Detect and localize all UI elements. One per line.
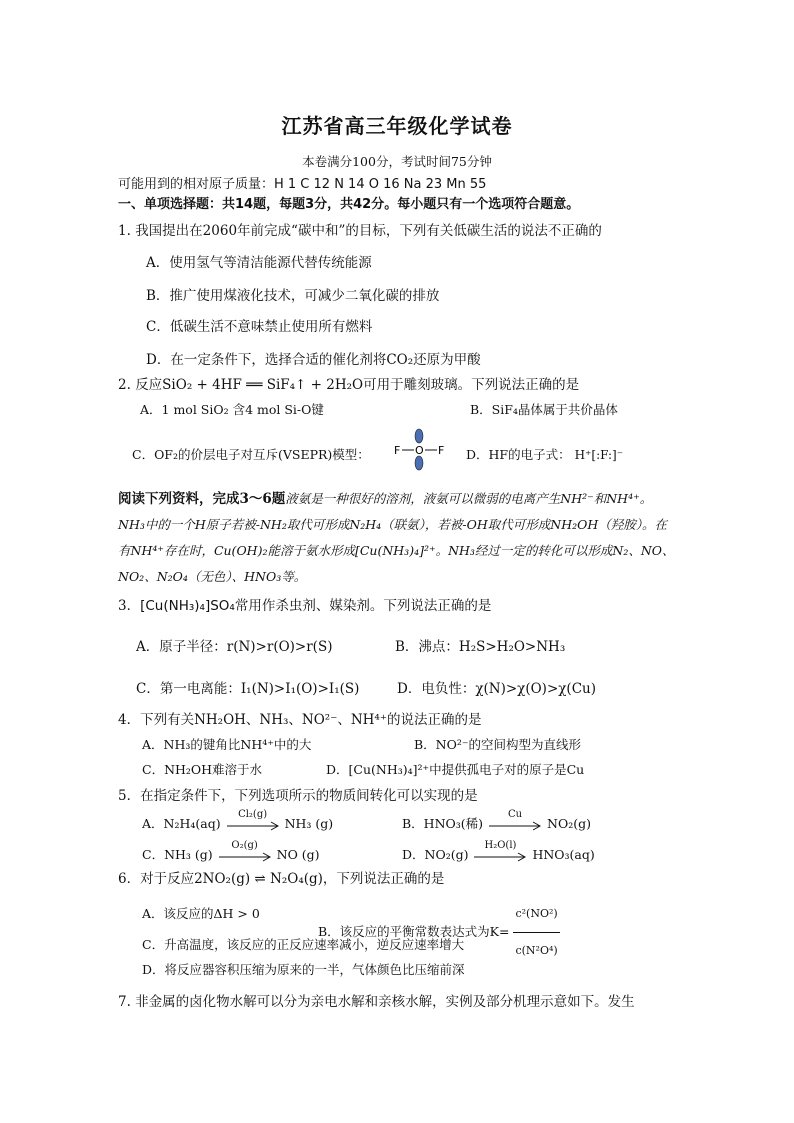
question-6-stem: 6．对于反应2NO₂(g) ⇌ N₂O₄(g)，下列说法正确的是 [118, 871, 445, 887]
svg-text:F: F [438, 444, 445, 457]
q2-option-c: C．OF₂的价层电子对互斥(VSEPR)模型： [132, 447, 370, 462]
q5-option-a: A．N₂H₄(aq) Cl₂(g) NH₃ (g) [142, 815, 333, 834]
q3-option-b: B．沸点：H₂S>H₂O>NH₃ [395, 639, 566, 655]
q6-option-d: D．将反应器容积压缩为原来的一半，气体颜色比压缩前深 [142, 962, 465, 977]
q2-option-a: A．1 mol SiO₂ 含4 mol Si-O键 [140, 402, 324, 417]
reaction-arrow-icon: Cl₂(g) [225, 816, 281, 834]
q1-option-d: D．在一定条件下，选择合适的催化剂将CO₂还原为甲酸 [146, 352, 481, 368]
equilibrium-fraction: $\frac{\text{c²(NO²)}}{\text{c(N²O⁴)}}$ [513, 896, 559, 969]
q1-option-b: B．推广使用煤液化技术，可减少二氧化碳的排放 [146, 288, 440, 304]
q4-option-b: B．NO²⁻的空间构型为直线形 [414, 737, 581, 752]
q4-option-a: A．NH₃的键角比NH⁴⁺中的大 [142, 737, 312, 752]
question-1-stem: 1. 我国提出在2060年前完成“碳中和”的目标，下列有关低碳生活的说法不正确的 [118, 223, 602, 239]
q2-option-b: B．SiF₄晶体属于共价晶体 [470, 402, 618, 417]
question-5-stem: 5．在指定条件下，下列选项所示的物质间转化可以实现的是 [118, 788, 478, 804]
reading-passage: 阅读下列资料，完成3～6题液氨是一种很好的溶剂，液氨可以微弱的电离产生NH²⁻和NH⁴⁺。NH₃中的一个H原子若被-NH₂取代可形成N₂H₄（联氨），若被-OH取代可形成NH₂OH（羟胺）。在有NH⁴⁺存在时，Cu(OH)₂能溶于氨水形成[Cu(NH₃)₄]²⁺。NH₃经过一定的转化可以形成N₂、NO、NO₂、N₂O₄（无色）、HNO₃等。 [118, 491, 675, 584]
q4-option-d: D．[Cu(NH₃)₄]²⁺中提供孤电子对的原子是Cu [326, 762, 585, 777]
q6-option-a: A．该反应的ΔH > 0 [142, 906, 260, 921]
svg-text:O: O [415, 444, 424, 457]
reaction-arrow-icon: O₂(g) [217, 847, 273, 865]
svg-text:F: F [394, 444, 401, 457]
q5-option-b: B．HNO₃(稀) Cu NO₂(g) [402, 815, 591, 834]
q6-option-b: B．该反应的平衡常数表达式为K= $\frac{\text{c²(NO²)}}{\text{c(N²O⁴)}}$ [318, 896, 560, 969]
q4-option-c: C．NH₂OH难溶于水 [142, 762, 263, 777]
q2-option-d: D．HF的电子式： H⁺[:F:]⁻ [466, 447, 624, 462]
q1-option-a: A．使用氢气等清洁能源代替传统能源 [146, 255, 372, 271]
hf-electron-formula: H⁺[:F:]⁻ [574, 448, 624, 462]
reaction-arrow-icon: Cu [487, 816, 543, 834]
q1-option-c: C．低碳生活不意味禁止使用所有燃料 [146, 319, 373, 335]
q6-option-c: C．升高温度，该反应的正反应速率减小，逆反应速率增大 [142, 937, 465, 952]
page-title: 江苏省高三年级化学试卷 [281, 114, 513, 138]
question-3-stem: 3．[Cu(NH₃)₄]SO₄常用作杀虫剂、媒染剂。下列说法正确的是 [118, 598, 492, 614]
q3-option-a: A．原子半径：r(N)>r(O)>r(S) [136, 639, 333, 655]
q3-option-d: D．电负性：χ(N)>χ(O)>χ(Cu) [397, 681, 596, 697]
q5-option-d: D．NO₂(g) H₂O(l) HNO₃(aq) [402, 846, 595, 865]
question-2-stem: 2. 反应SiO₂ + 4HF ══ SiF₄↑ + 2H₂O可用于雕刻玻璃。下列说法正确的是 [118, 377, 580, 393]
q5-option-c: C．NH₃ (g) O₂(g) NO (g) [142, 846, 320, 865]
vsepr-model-diagram [392, 428, 446, 476]
q3-option-c: C．第一电离能：I₁(N)>I₁(O)>I₁(S) [136, 681, 360, 697]
atomic-masses: 可能用到的相对原子质量：H 1 C 12 N 14 O 16 Na 23 Mn 55 [118, 177, 487, 192]
section-heading: 一、单项选择题：共14题，每题3分，共42分。每小题只有一个选项符合题意。 [118, 197, 580, 212]
exam-info: 本卷满分100分，考试时间75分钟 [302, 154, 492, 169]
question-4-stem: 4．下列有关NH₂OH、NH₃、NO²⁻、NH⁴⁺的说法正确的是 [118, 712, 482, 728]
question-7-stem: 7. 非金属的卤化物水解可以分为亲电水解和亲核水解，实例及部分机理示意如下。发生 [118, 994, 635, 1010]
reaction-arrow-icon: H₂O(l) [472, 847, 528, 865]
